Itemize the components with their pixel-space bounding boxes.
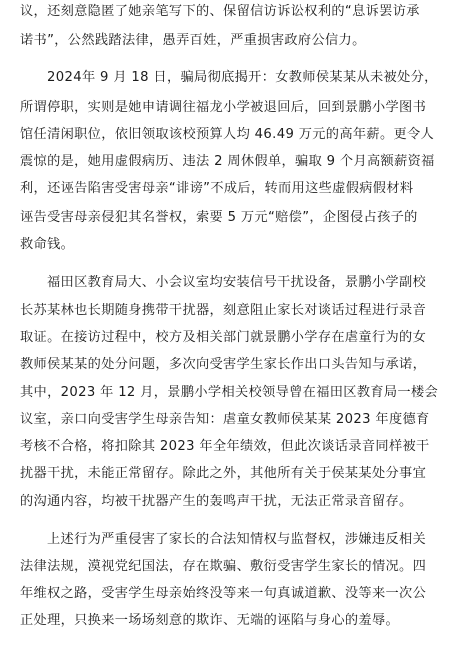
text-line: 正处理，只换来一场场刻意的欺诈、无端的诬陷与身心的羞辱。 <box>20 613 400 628</box>
text-line: 取证。在接访过程中，校方及相关部门就景鹏小学存在虐童行为的女 <box>20 330 427 345</box>
text-line: 扰器干扰，未能正常留存。除此之外，其他所有关于侯某某处分事宜 <box>20 466 427 481</box>
text-line: 考核不合格，将扣除其 2023 年全年绩效，但此次谈话录音同样被干 <box>20 439 430 454</box>
text-line: 福田区教育局大、小会议室均安装信号干扰设备，景鹏小学副校 <box>47 275 427 290</box>
text-line: 长苏某林也长期随身携带干扰器，刻意阻止家长对谈话过程进行录音 <box>20 303 427 318</box>
text-line: 的沟通内容，均被干扰器产生的轰鸣声干扰，无法正常录音留存。 <box>20 494 413 509</box>
text-line: 利，还诬告陷害受害母亲“诽谤”不成后，转而用这些虚假病假材料 <box>20 181 414 196</box>
text-line: 诬告受害母亲侵犯其名誉权，索要 5 万元“赔偿”，企图侵占孩子的 <box>20 210 418 225</box>
text-line: 议室，亲口向受害学生母亲告知：虐童女教师侯某某 2023 年度德育 <box>20 412 430 427</box>
text-line: 教师侯某某的处分问题，多次向受害学生家长作出口头告知与承诺， <box>20 357 427 372</box>
text-line: 议，还刻意隐匿了她亲笔写下的、保留信访诉讼权利的“息诉罢访承 <box>20 4 420 19</box>
text-line: 诺书”，公然践踏法律，愚弄百姓，严重损害政府公信力。 <box>20 33 366 48</box>
text-line: 法律法规，漠视党纪国法，存在欺骗、敷衍受害学生家长的情况。四 <box>20 559 427 574</box>
text-line: 上述行为严重侵害了家长的合法知情权与监督权，涉嫌违反相关 <box>47 532 427 547</box>
text-line: 馆任清闲职位，依旧领取该校预算人均 46.49 万元的高年薪。更令人 <box>20 127 435 142</box>
text-line: 2024年 9 月 18 日，骗局彻底揭开：女教师侯某某从未被处分， <box>47 70 438 85</box>
text-line: 震惊的是，她用虚假病历、违法 2 周休假单，骗取 9 个月高额薪资福 <box>20 154 435 169</box>
text-line: 年维权之路，受害学生母亲始终没等来一句真诚道歉、没等来一次公 <box>20 586 427 601</box>
text-line: 其中，2023 年 12 月，景鹏小学相关校领导曾在福田区教育局一楼会 <box>20 385 439 400</box>
text-line: 救命钱。 <box>20 237 75 252</box>
text-line: 所谓停职，实则是她申请调往福龙小学被退回后，回到景鹏小学图书 <box>20 100 427 115</box>
